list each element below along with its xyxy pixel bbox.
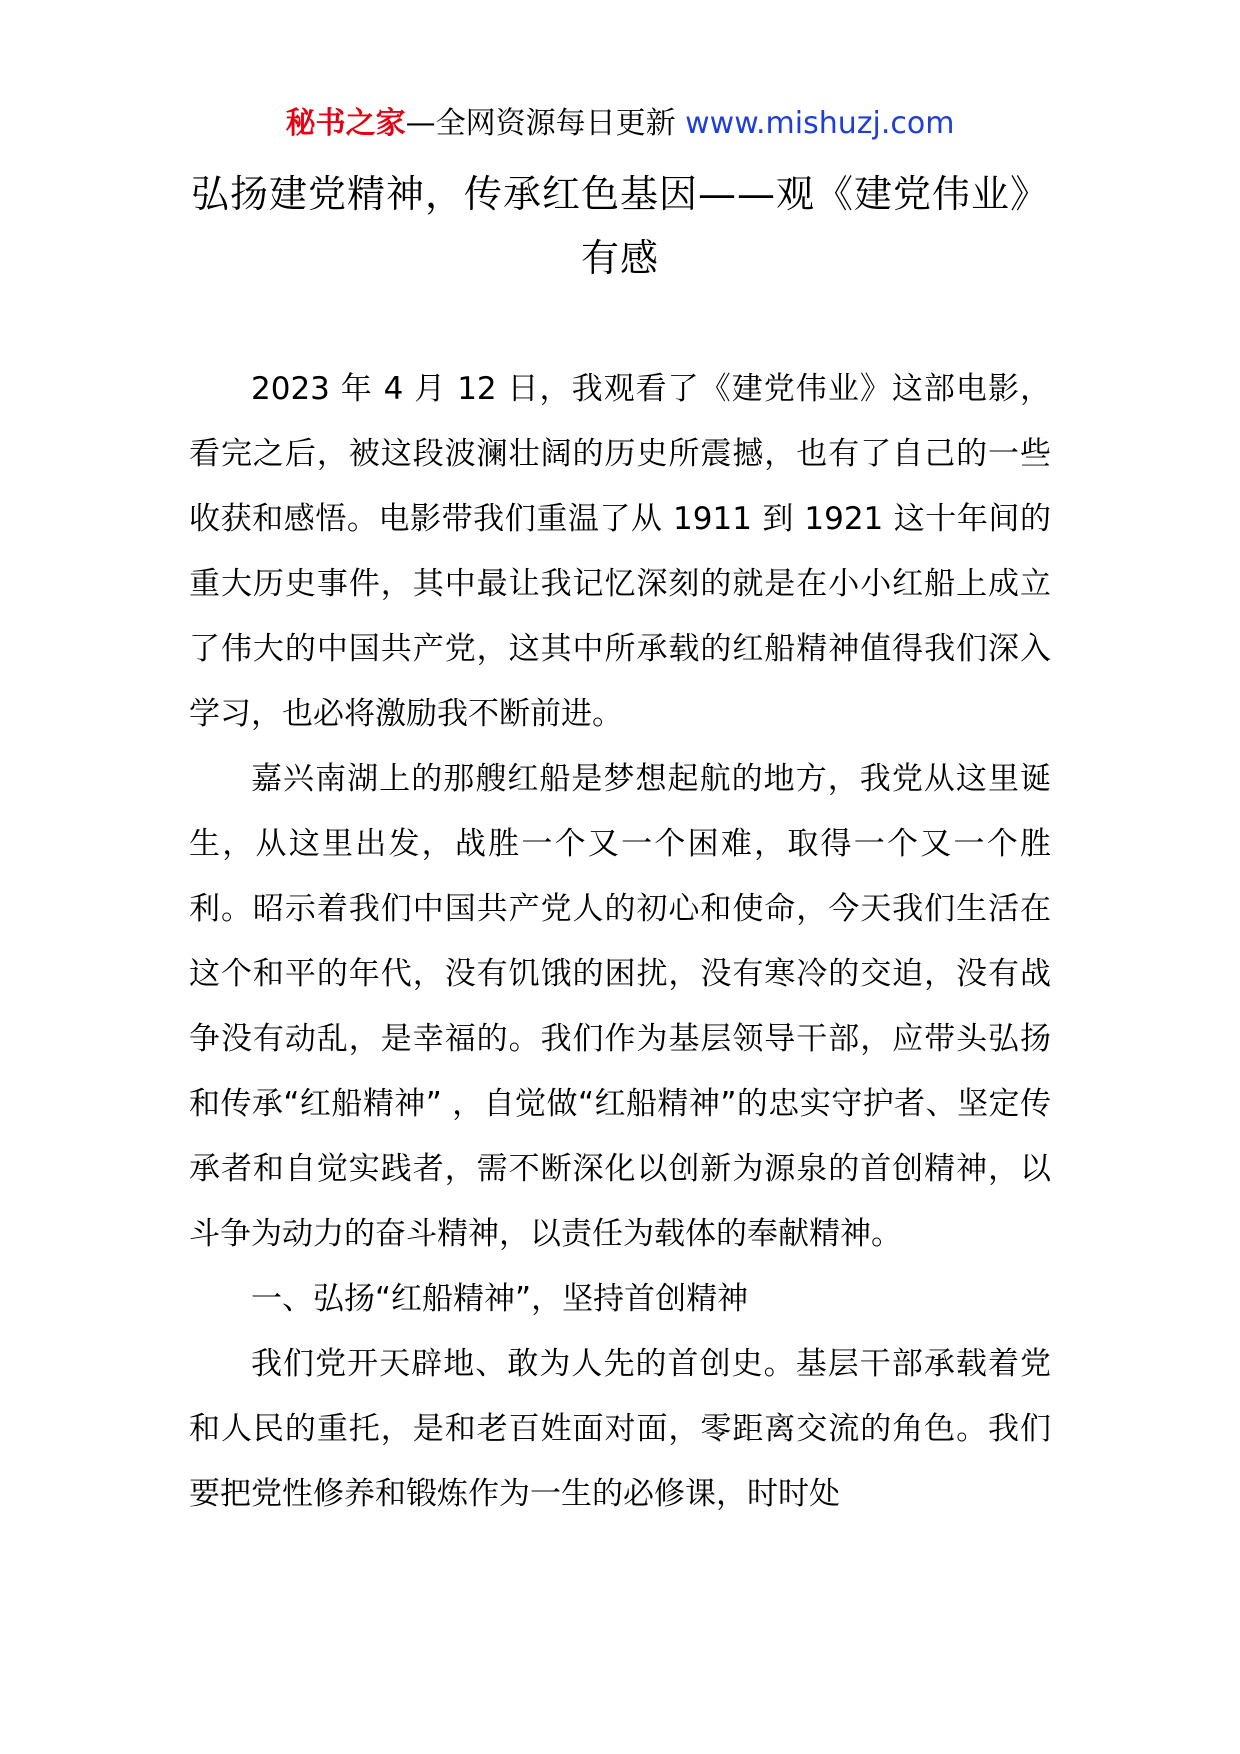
document-title: 弘扬建党精神，传承红色基因——观《建党伟业》有感: [190, 172, 1049, 280]
site-slogan: —全网资源每日更新: [405, 106, 686, 141]
site-url-link[interactable]: www.mishuzj.com: [685, 106, 955, 141]
body-paragraph-1: 2023 年 4 月 12 日，我观看了《建党伟业》这部电影，看完之后，被这段波澜壮阔的历史所震撼，也有了自己的一些收获和感悟。电影带我们重温了从 1911 到 1921 这十年间的重大历史事件，其中最让我记忆深刻的就是在小小红船上成立了伟大的中国共产党，这其中所承载的红船精神值得我们深入学习，也必将激励我不断前进。: [189, 371, 1051, 732]
document-body: [189, 357, 1051, 1527]
body-paragraph-2: 嘉兴南湖上的那艘红船是梦想起航的地方，我党从这里诞生，从这里出发，战胜一个又一个困难，取得一个又一个胜利。昭示着我们中国共产党人的初心和使命，今天我们生活在这个和平的年代，没有饥饿的困扰，没有寒冷的交迫，没有战争没有动乱，是幸福的。我们作为基层领导干部，应带头弘扬和传承“红船精神” ，自觉做“红船精神”的忠实守护者、坚定传承者和自觉实践者，需不断深化以创新为源泉的首创精神，以斗争为动力的奋斗精神，以责任为载体的奉献精神。: [189, 761, 1051, 1252]
section-paragraph-1: 我们党开天辟地、敢为人先的首创史。基层干部承载着党和人民的重托，是和老百姓面对面，零距离交流的角色。我们要把党性修养和锻炼作为一生的必修课，时时处: [189, 1346, 1051, 1512]
section-heading-1: 一、弘扬“红船精神”，坚持首创精神: [251, 1281, 749, 1317]
site-brand: 秘书之家: [285, 106, 406, 141]
site-header: [0, 102, 1240, 146]
